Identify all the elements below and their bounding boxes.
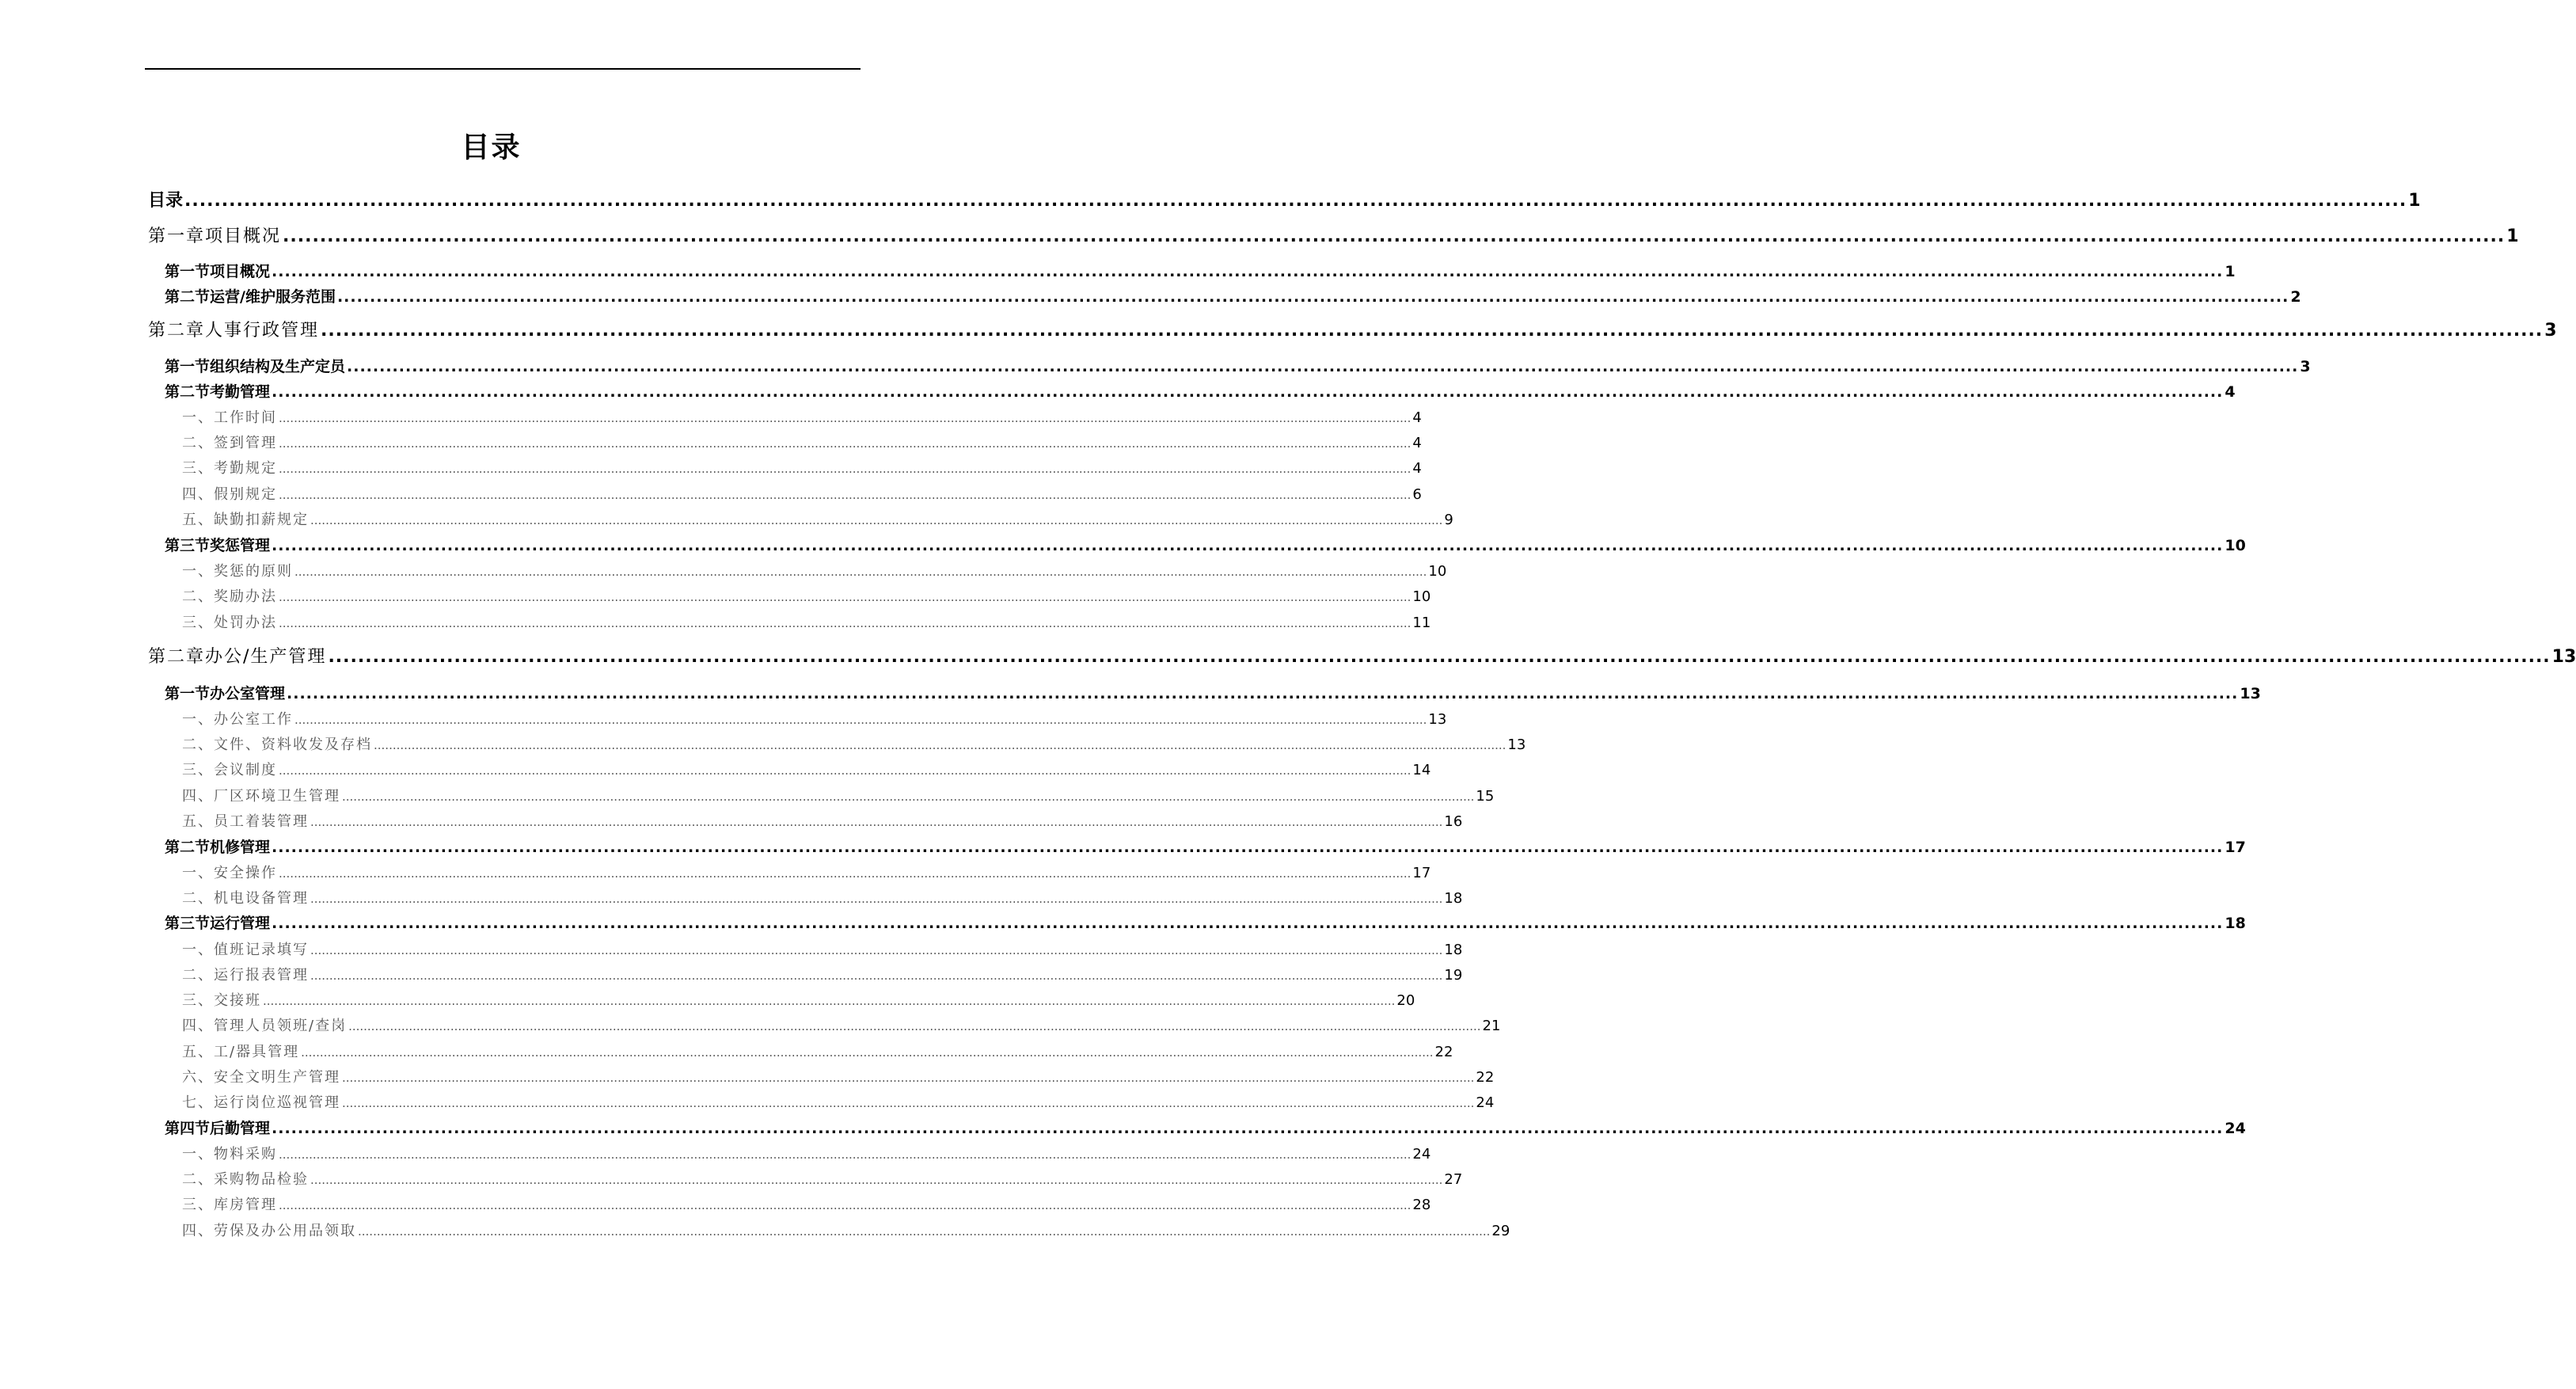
toc-page-number: 3: [2544, 321, 2557, 341]
toc-leader-dots: ............................................................................................................................................................................................................................................................................................................: [279, 488, 1411, 502]
toc-page-number: 24: [1476, 1094, 1495, 1111]
toc-entry-sub[interactable]: [182, 736, 1526, 755]
toc-entry-sub[interactable]: [182, 889, 1463, 908]
toc-page-number: 22: [1476, 1069, 1495, 1086]
toc-page-number: 14: [1412, 762, 1431, 778]
toc-page-number: 4: [2225, 383, 2236, 401]
toc-page-number: 1: [2225, 263, 2236, 280]
toc-entry-label: 二、运行报表管理: [182, 967, 309, 984]
toc-entry-title: 办公/生产管理: [205, 647, 327, 667]
toc-page-number: 15: [1476, 788, 1495, 805]
toc-entry-sub[interactable]: [182, 761, 1431, 780]
toc-entry-sub[interactable]: [182, 941, 1463, 960]
toc-entry-section[interactable]: [165, 382, 2236, 402]
toc-entry-sub[interactable]: [182, 1068, 1495, 1087]
toc-entry-sub[interactable]: [182, 991, 1415, 1010]
toc-page-number: 4: [1412, 409, 1422, 426]
toc-page-number: 10: [1412, 588, 1431, 605]
toc-entry-title: 奖惩管理: [210, 537, 271, 554]
toc-page-number: 3: [2300, 358, 2311, 375]
toc-entry-label: 目录: [148, 191, 184, 211]
toc-page-number: 24: [2225, 1120, 2246, 1137]
toc-entry-label: 第三节: [165, 915, 211, 932]
toc-page-number: 10: [1428, 563, 1447, 580]
toc-entry-label: 第二节: [165, 383, 211, 401]
toc-entry-section[interactable]: [165, 536, 2246, 556]
toc-entry-label: 五、缺勤扣薪规定: [182, 512, 309, 528]
toc-leader-dots: ............................................................................................................................................................................................................................................................................................................: [279, 1147, 1411, 1162]
toc-entry-label: 第二章: [148, 321, 206, 341]
toc-page-number: 27: [1444, 1171, 1463, 1188]
toc-leader-dots: ............................................................................................................................................................................................................................................................................................................: [310, 943, 1443, 957]
toc-entry-sub[interactable]: [182, 710, 1447, 729]
toc-leader-dots: ............................................................................................................................................................................................................................................................................................................: [283, 226, 2506, 246]
toc-entry-sub[interactable]: [182, 409, 1422, 428]
toc-leader-dots: ............................................................................................................................................................................................................................................................................................................: [342, 1096, 1475, 1110]
toc-page-number: 29: [1491, 1223, 1510, 1239]
toc-entry-label: 三、交接班: [182, 992, 261, 1009]
toc-leader-dots: ............................................................................................................................................................................................................................................................................................................: [342, 1071, 1475, 1085]
toc-leader-dots: ............................................................................................................................................................................................................................................................................................................: [279, 616, 1411, 630]
toc-leader-dots: ............................................................................................................................................................................................................................................................................................................: [310, 513, 1443, 527]
toc-entry-chapter[interactable]: [148, 646, 2576, 668]
toc-leader-dots: ............................................................................................................................................................................................................................................................................................................: [287, 685, 2239, 702]
toc-entry-label: 第二节: [165, 288, 211, 306]
toc-page-number: 13: [1428, 711, 1447, 728]
toc-leader-dots: ............................................................................................................................................................................................................................................................................................................: [263, 994, 1396, 1008]
toc-entry-sub[interactable]: [182, 511, 1453, 530]
toc-entry-title: 考勤管理: [210, 383, 271, 401]
toc-page-number: 22: [1434, 1044, 1453, 1060]
toc-leader-dots: ............................................................................................................................................................................................................................................................................................................: [310, 815, 1443, 829]
toc-leader-dots: ............................................................................................................................................................................................................................................................................................................: [321, 321, 2544, 341]
toc-entry-label: 三、处罚办法: [182, 615, 277, 631]
toc-entry-sub[interactable]: [182, 966, 1463, 985]
toc-leader-dots: ............................................................................................................................................................................................................................................................................................................: [294, 565, 1427, 579]
toc-page-number: 18: [2225, 915, 2246, 932]
toc-entry-label: 四、厂区环境卫生管理: [182, 788, 340, 805]
toc-entry-label: 二、机电设备管理: [182, 890, 309, 907]
toc-entry-section[interactable]: [165, 684, 2261, 704]
toc-leader-dots: ............................................................................................................................................................................................................................................................................................................: [279, 763, 1411, 778]
toc-entry-label: 二、奖励办法: [182, 588, 277, 605]
toc-leader-dots: ............................................................................................................................................................................................................................................................................................................: [374, 738, 1506, 752]
toc-leader-dots: ............................................................................................................................................................................................................................................................................................................: [310, 968, 1443, 983]
toc-leader-dots: ............................................................................................................................................................................................................................................................................................................: [328, 647, 2551, 667]
toc-page-number: 9: [1444, 512, 1453, 528]
toc-leader-dots: ............................................................................................................................................................................................................................................................................................................: [184, 191, 2407, 211]
toc-leader-dots: ............................................................................................................................................................................................................................................................................................................: [272, 383, 2224, 401]
toc-entry-sub[interactable]: [182, 562, 1447, 581]
toc-entry-title: 运营/维护服务范围: [210, 288, 336, 306]
toc-page-number: 21: [1482, 1018, 1501, 1034]
toc-leader-dots: ............................................................................................................................................................................................................................................................................................................: [272, 537, 2224, 554]
toc-entry-label: 第一节: [165, 685, 211, 702]
toc-leader-dots: ............................................................................................................................................................................................................................................................................................................: [310, 1173, 1443, 1187]
toc-entry-label: 二、签到管理: [182, 435, 277, 451]
toc-entry-sub[interactable]: [182, 1017, 1501, 1036]
toc-entry-label: 一、工作时间: [182, 409, 277, 426]
toc-entry-title: 运行管理: [210, 915, 271, 932]
toc-page-number: 20: [1396, 992, 1415, 1009]
toc-entry-label: 四、劳保及办公用品领取: [182, 1223, 356, 1239]
toc-leader-dots: ............................................................................................................................................................................................................................................................................................................: [342, 790, 1475, 804]
toc-entry-label: 三、库房管理: [182, 1197, 277, 1213]
toc-leader-dots: ............................................................................................................................................................................................................................................................................................................: [279, 866, 1411, 881]
toc-entry-section[interactable]: [165, 838, 2246, 858]
toc-leader-dots: ............................................................................................................................................................................................................................................................................................................: [279, 436, 1411, 451]
toc-entry-title: 后勤管理: [210, 1120, 271, 1137]
toc-entry-sub[interactable]: [182, 588, 1431, 607]
toc-page-number: 24: [1412, 1146, 1431, 1163]
toc-page-number: 10: [2225, 537, 2246, 554]
toc-page-number: 19: [1444, 967, 1463, 984]
toc-entry-section[interactable]: [165, 1119, 2246, 1139]
toc-page-number: 11: [1412, 615, 1431, 631]
toc-leader-dots: ............................................................................................................................................................................................................................................................................................................: [294, 713, 1427, 727]
toc-page-number: 6: [1412, 486, 1422, 503]
page-title: 目录: [461, 131, 522, 164]
toc-entry-label: 第四节: [165, 1120, 211, 1137]
toc-entry-chapter[interactable]: [148, 320, 2557, 342]
toc-page-number: 4: [1412, 435, 1422, 451]
toc-entry-chapter[interactable]: [148, 226, 2519, 248]
toc-leader-dots: ............................................................................................................................................................................................................................................................................................................: [279, 411, 1411, 425]
toc-entry-label: 一、安全操作: [182, 865, 277, 881]
toc-leader-dots: ............................................................................................................................................................................................................................................................................................................: [310, 892, 1443, 906]
toc-entry-label: 二、文件、资料收发及存档: [182, 736, 372, 753]
toc-page-number: 18: [1444, 942, 1463, 958]
toc-leader-dots: ............................................................................................................................................................................................................................................................................................................: [272, 1120, 2224, 1137]
toc-entry-section[interactable]: [165, 357, 2311, 377]
toc-entry-section[interactable]: [165, 262, 2236, 282]
toc-page-number: 2: [2290, 288, 2301, 306]
toc-entry-label: 第一节: [165, 263, 211, 280]
toc-entry-sub[interactable]: [182, 614, 1431, 633]
toc-entry-label: 一、奖惩的原则: [182, 563, 293, 580]
toc-page-number: 1: [2408, 191, 2421, 211]
toc-entry-label: 三、会议制度: [182, 762, 277, 778]
toc-entry-sub[interactable]: [182, 1145, 1431, 1164]
toc-entry-section[interactable]: [165, 287, 2301, 307]
toc-entry-label: 一、物料采购: [182, 1146, 277, 1163]
toc-leader-dots: ............................................................................................................................................................................................................................................................................................................: [279, 590, 1411, 604]
toc-entry-label: 第二节: [165, 839, 211, 856]
toc-entry-title: 办公室管理: [210, 685, 286, 702]
toc-entry-title: 人事行政管理: [205, 321, 320, 341]
toc-entry-title: 组织结构及生产定员: [210, 358, 346, 375]
toc-entry-section[interactable]: [165, 914, 2246, 934]
toc-leader-dots: ............................................................................................................................................................................................................................................................................................................: [347, 358, 2299, 375]
toc-leader-dots: ............................................................................................................................................................................................................................................................................................................: [348, 1019, 1481, 1033]
toc-page-number: 13: [2551, 647, 2576, 667]
toc-entry-label: 七、运行岗位巡视管理: [182, 1094, 340, 1111]
toc-entry-sub[interactable]: [182, 459, 1422, 478]
toc-entry-label: 二、采购物品检验: [182, 1171, 309, 1188]
toc-entry-label: 四、假别规定: [182, 486, 277, 503]
toc-page-number: 1: [2506, 226, 2519, 246]
toc-entry-title: 项目概况: [205, 226, 282, 246]
toc-page-number: 17: [2225, 839, 2246, 856]
toc-entry-sub[interactable]: [182, 812, 1463, 831]
toc-entry-title: 机修管理: [210, 839, 271, 856]
toc-page-number: 13: [1507, 736, 1526, 753]
toc-entry-label: 一、值班记录填写: [182, 942, 309, 958]
toc-leader-dots: ............................................................................................................................................................................................................................................................................................................: [279, 462, 1411, 476]
toc-entry-sub[interactable]: [182, 1094, 1495, 1113]
toc-entry-sub[interactable]: [182, 864, 1431, 883]
toc-leader-dots: ............................................................................................................................................................................................................................................................................................................: [358, 1224, 1491, 1239]
toc-entry-sub[interactable]: [182, 787, 1495, 806]
toc-entry-label: 四、管理人员领班/查岗: [182, 1018, 348, 1034]
toc-entry-label: 三、考勤规定: [182, 460, 277, 477]
toc-page-number: 13: [2240, 685, 2261, 702]
toc-entry-label: 第二章: [148, 647, 206, 667]
toc-entry-sub[interactable]: [182, 434, 1422, 453]
toc-leader-dots: ............................................................................................................................................................................................................................................................................................................: [272, 263, 2224, 280]
toc-entry-label: 六、安全文明生产管理: [182, 1069, 340, 1086]
toc-entry-label: 一、办公室工作: [182, 711, 293, 728]
toc-entry-sub[interactable]: [182, 1170, 1463, 1189]
toc-entry-label: 第一章: [148, 226, 206, 246]
toc-entry-label: 五、工/器具管理: [182, 1044, 300, 1060]
toc-entry-sub[interactable]: [182, 1043, 1453, 1062]
toc-page-number: 17: [1412, 865, 1431, 881]
toc-entry-sub[interactable]: [182, 485, 1422, 504]
toc-entry-label: 第一节: [165, 358, 211, 375]
toc-entry-title: 项目概况: [210, 263, 271, 280]
toc-leader-dots: ............................................................................................................................................................................................................................................................................................................: [336, 288, 2289, 306]
toc-page-number: 16: [1444, 813, 1463, 830]
toc-entry-sub[interactable]: [182, 1196, 1431, 1215]
toc-leader-dots: ............................................................................................................................................................................................................................................................................................................: [272, 915, 2224, 932]
toc-page-number: 28: [1412, 1197, 1431, 1213]
toc-leader-dots: ............................................................................................................................................................................................................................................................................................................: [272, 839, 2224, 856]
toc-page-number: 18: [1444, 890, 1463, 907]
toc-entry-sub[interactable]: [182, 1222, 1510, 1241]
toc-entry-label: 五、员工着装管理: [182, 813, 309, 830]
toc-leader-dots: ............................................................................................................................................................................................................................................................................................................: [301, 1045, 1434, 1060]
toc-page-number: 4: [1412, 460, 1422, 477]
toc-leader-dots: ............................................................................................................................................................................................................................................................................................................: [279, 1198, 1411, 1212]
toc-entry-top[interactable]: [148, 190, 2421, 212]
toc-entry-label: 第三节: [165, 537, 211, 554]
